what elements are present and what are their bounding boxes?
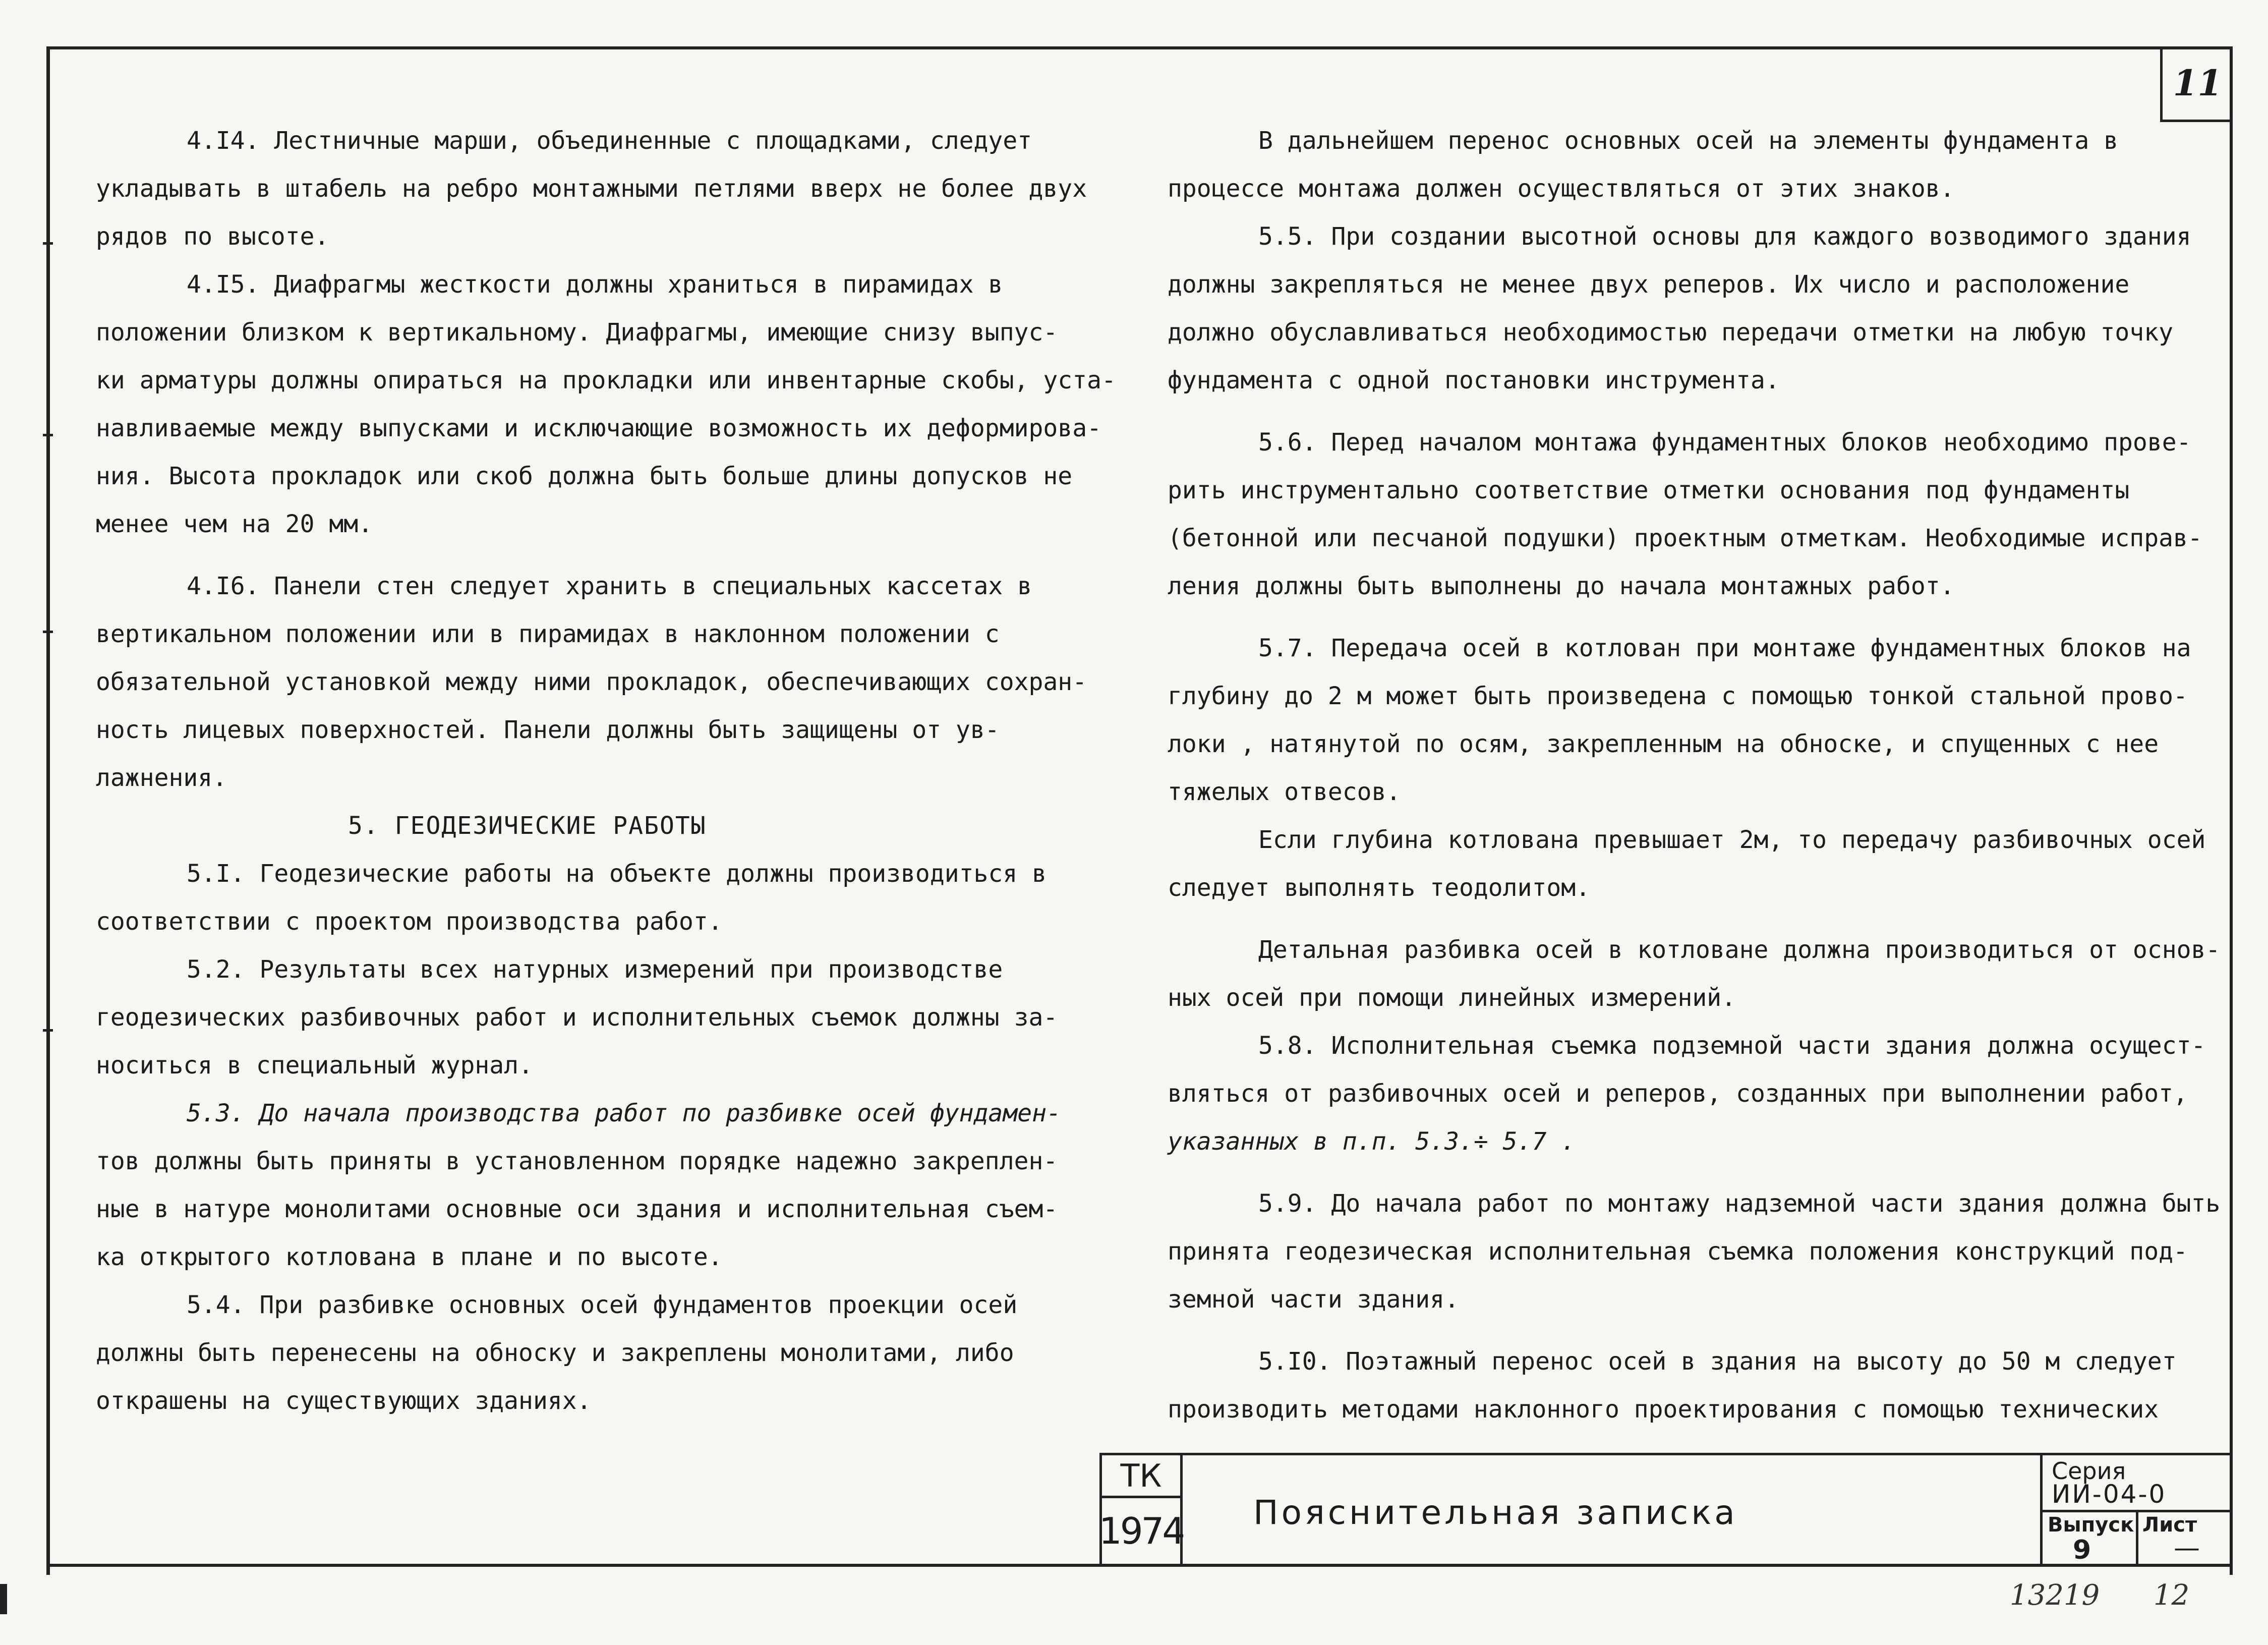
title-block: [1099, 1453, 2232, 1567]
right-text-line: 5.6. Перед началом монтажа фундаментных блоков необходимо прове-: [1258, 428, 2191, 457]
left-text-line: 4.I4. Лестничные марши, объединенные с площадками, следует: [187, 127, 1032, 155]
right-text-line: производить методами наклонного проектирования с помощью технических: [1168, 1395, 2159, 1424]
sheet-label: Лист: [2142, 1513, 2197, 1537]
right-text-line: Детальная разбивка осей в котловане должна производиться от основ-: [1258, 936, 2221, 964]
right-text-line: тяжелых отвесов.: [1168, 778, 1401, 806]
right-text-line: ления должны быть выполнены до начала монтажных работ.: [1168, 572, 1955, 600]
right-text-line: ных осей при помощи линейных измерений.: [1168, 984, 1736, 1012]
left-text-line: лажнения.: [96, 764, 227, 792]
left-text-line: обязательной установкой между ними прокладок, обеспечивающих сохран-: [96, 668, 1087, 696]
left-text-line: 4.I5. Диафрагмы жесткости должны храниться в пирамидах в: [187, 270, 1003, 299]
right-text-line: 5.9. До начала работ по монтажу надземной части здания должна быть: [1258, 1189, 2221, 1218]
tk-label: ТК: [1102, 1455, 1180, 1498]
left-text-column: [96, 117, 1140, 1425]
right-text-line: 5.I0. Поэтажный перенос осей в здания на высоту до 50 м следует: [1258, 1347, 2177, 1376]
left-text-line: ность лицевых поверхностей. Панели должны быть защищены от ув-: [96, 716, 1000, 744]
left-text-line: ния. Высота прокладок или скоб должна быть больше длины допусков не: [96, 462, 1073, 490]
page-number: 11: [2160, 46, 2233, 122]
right-text-line: Если глубина котлована превышает 2м, то передачу разбивочных осей: [1258, 826, 2206, 854]
series-label: Серия: [2052, 1457, 2126, 1485]
left-text-line: носиться в специальный журнал.: [96, 1051, 533, 1080]
right-text-column: [1168, 117, 2221, 1434]
left-text-line: геодезических разбивочных работ и исполнительных съемок должны за-: [96, 1003, 1058, 1032]
right-text-line: следует выполнять теодолитом.: [1168, 874, 1591, 902]
right-text-line: рить инструментально соответствие отметки основания под фундаменты: [1168, 476, 2130, 504]
scan-mark: [43, 242, 53, 245]
left-text-line: тов должны быть приняты в установленном порядке надежно закреплен-: [96, 1147, 1058, 1175]
right-text-line: должно обуславливаться необходимостью передачи отметки на любую точку: [1168, 318, 2173, 347]
left-text-line: укладывать в штабель на ребро монтажными петлями вверх не более двух: [96, 175, 1087, 203]
left-text-line: 5.3. До начала производства работ по разбивке осей фундамен-: [187, 1099, 1061, 1127]
right-text-line: 5.5. При создании высотной основы для каждого возводимого здания: [1258, 222, 2191, 251]
series-cell: [2040, 1455, 2232, 1567]
left-text-line: должны быть перенесены на обноску и закреплены монолитами, либо: [96, 1339, 1014, 1367]
scan-mark: [0, 1584, 7, 1614]
scan-mark: [43, 434, 53, 436]
issue-value: 9: [2073, 1535, 2091, 1565]
left-text-line: ные в натуре монолитами основные оси здания и исполнительная съем-: [96, 1195, 1058, 1223]
right-text-line: (бетонной или песчаной подушки) проектным отметкам. Необходимые исправ-: [1168, 524, 2202, 552]
right-text-line: фундамента с одной постановки инструмента.: [1168, 366, 1780, 394]
left-text-line: ки арматуры должны опираться на прокладки или инвентарные скобы, уста-: [96, 366, 1116, 394]
scan-mark: [43, 1029, 53, 1032]
left-text-line: 4.I6. Панели стен следует хранить в специальных кассетах в: [187, 572, 1032, 600]
right-text-line: В дальнейшем перенос основных осей на элементы фундамента в: [1258, 127, 2119, 155]
sheet-value: —: [2174, 1533, 2200, 1563]
right-text-line: 5.8. Исполнительная съемка подземной части здания должна осущест-: [1258, 1032, 2206, 1060]
left-text-line: менее чем на 20 мм.: [96, 510, 373, 538]
left-text-line: 5.4. При разбивке основных осей фундаментов проекции осей: [187, 1291, 1018, 1319]
right-text-line: земной части здания.: [1168, 1285, 1459, 1314]
right-text-line: указанных в п.п. 5.3.÷ 5.7 .: [1168, 1127, 1576, 1156]
right-text-line: глубину до 2 м может быть произведена с помощью тонкой стальной прово-: [1168, 682, 2188, 710]
tk-year: 1974: [1098, 1510, 1184, 1552]
left-text-line: положении близком к вертикальному. Диафрагмы, имеющие снизу выпус-: [96, 318, 1058, 347]
document-title: Пояснительная записка: [1253, 1493, 1738, 1532]
right-text-line: должны закрепляться не менее двух реперов. Их число и расположение: [1168, 270, 2130, 299]
section-heading: 5. ГЕОДЕЗИЧЕСКИЕ РАБОТЫ: [348, 812, 707, 840]
left-text-line: открашены на существующих зданиях.: [96, 1387, 592, 1415]
scan-mark: [43, 631, 53, 633]
left-text-line: 5.2. Результаты всех натурных измерений при производстве: [187, 955, 1003, 984]
right-text-line: локи , натянутой по осям, закрепленным на обноске, и спущенных с нее: [1168, 730, 2159, 758]
series-value: ИИ-04-0: [2052, 1480, 2167, 1509]
left-text-line: вертикальном положении или в пирамидах в наклонном положении с: [96, 620, 1000, 648]
right-text-line: 5.7. Передача осей в котлован при монтаже фундаментных блоков на: [1258, 634, 2191, 662]
left-text-line: рядов по высоте.: [96, 222, 329, 251]
archive-number: 13219: [2010, 1579, 2100, 1612]
tk-cell: [1098, 1455, 1184, 1567]
issue-sheet-divider: [2136, 1510, 2138, 1567]
right-text-line: принята геодезическая исполнительная съемка положения конструкций под-: [1168, 1237, 2188, 1266]
issue-label: Выпуск: [2048, 1513, 2134, 1537]
right-text-line: вляться от разбивочных осей и реперов, созданных при выполнении работ,: [1168, 1080, 2188, 1108]
page-index: 12: [2154, 1579, 2190, 1612]
left-text-line: навливаемые между выпусками и исключающие возможность их деформирова-: [96, 414, 1101, 442]
right-text-line: процессе монтажа должен осуществляться от этих знаков.: [1168, 175, 1955, 203]
left-text-line: ка открытого котлована в плане и по высоте.: [96, 1243, 723, 1271]
left-text-line: 5.I. Геодезические работы на объекте должны производиться в: [187, 860, 1047, 888]
left-text-line: соответствии с проектом производства работ.: [96, 907, 723, 936]
